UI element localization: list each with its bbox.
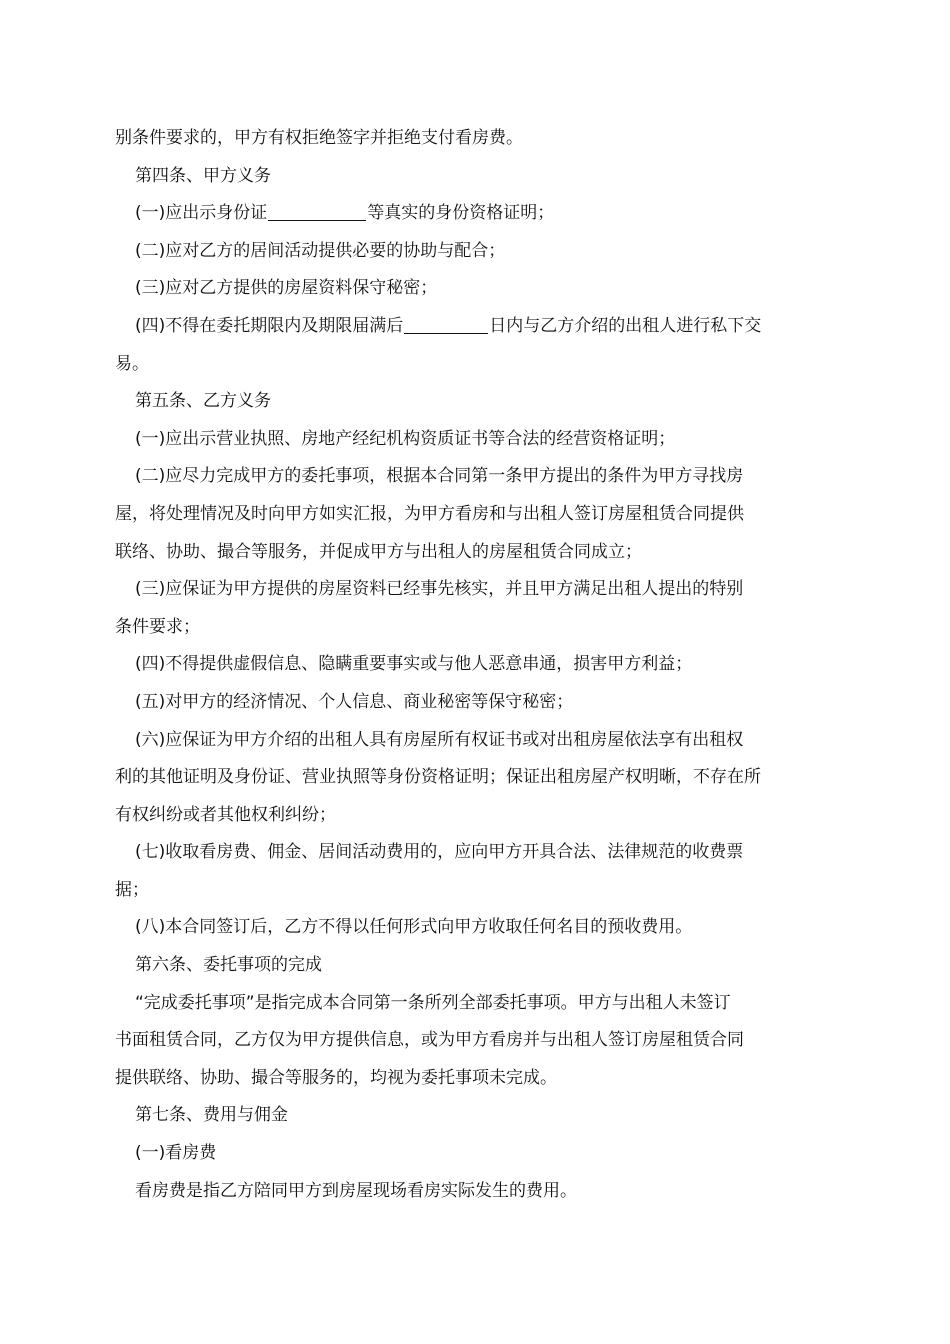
fill-in-blank (268, 200, 366, 221)
paragraph-line: 易。 (115, 353, 149, 374)
document-page (115, 120, 840, 1210)
paragraph-line: 书面租赁合同，乙方仅为甲方提供信息，或为甲方看房并与出租人签订房屋租赁合同 (115, 1030, 744, 1051)
paragraph-line: 看房费是指乙方陪同甲方到房屋现场看房实际发生的费用。 (135, 1180, 577, 1201)
paragraph-line: (二)应尽力完成甲方的委托事项，根据本合同第一条甲方提出的条件为甲方寻找房 (135, 466, 744, 487)
line-text: 等真实的身份资格证明； (367, 203, 555, 224)
fill-in-blank (404, 313, 488, 334)
paragraph-line: (一)应出示营业执照、房地产经纪机构资质证书等合法的经营资格证明； (135, 428, 676, 449)
paragraph-line: (二)应对乙方的居间活动提供必要的协助与配合； (135, 240, 506, 261)
paragraph-line: 提供联络、协助、撮合等服务的，均视为委托事项未完成。 (115, 1067, 557, 1088)
paragraph-line: (三)应对乙方提供的房屋资料保守秘密； (135, 278, 438, 299)
section-heading: 第六条、委托事项的完成 (135, 955, 322, 976)
paragraph-line: (一)看房费 (135, 1143, 217, 1164)
paragraph-line: 有权纠纷或者其他权利纠纷； (115, 804, 336, 825)
section-heading: 第七条、费用与佣金 (135, 1105, 288, 1126)
paragraph-line: 联络、协助、撮合等服务，并促成甲方与出租人的房屋租赁合同成立； (115, 541, 642, 562)
paragraph-line: 据； (115, 879, 149, 900)
paragraph-line: (五)对甲方的经济情况、个人信息、商业秘密等保守秘密； (135, 691, 574, 712)
paragraph-line: 别条件要求的，甲方有权拒绝签字并拒绝支付看房费。 (115, 128, 523, 148)
paragraph-line: 条件要求； (115, 616, 200, 637)
paragraph-line: “完成委托事项”是指完成本合同第一条所列全部委托事项。甲方与出租人未签订 (135, 992, 731, 1013)
paragraph-line: 利的其他证明及身份证、营业执照等身份资格证明；保证出租房屋产权明晰，不存在所 (115, 767, 761, 788)
paragraph-line (115, 195, 840, 233)
paragraph-line: 屋，将处理情况及时向甲方如实汇报，为甲方看房和与出租人签订房屋租赁合同提供 (115, 503, 744, 524)
section-heading: 第四条、甲方义务 (135, 165, 271, 186)
paragraph-line: (三)应保证为甲方提供的房屋资料已经事先核实，并且甲方满足出租人提出的特别 (135, 579, 744, 600)
line-text: 日内与乙方介绍的出租人进行私下交 (489, 315, 762, 336)
section-heading: 第五条、乙方义务 (135, 391, 271, 412)
paragraph-line: (七)收取看房费、佣金、居间活动费用的，应向甲方开具合法、法律规范的收费票 (135, 842, 744, 863)
paragraph-line: (八)本合同签订后，乙方不得以任何形式向甲方收取任何名目的预收费用。 (135, 917, 693, 938)
line-text: (四)不得在委托期限内及期限届满后 (135, 315, 404, 336)
paragraph-line (115, 308, 840, 346)
line-text: (一)应出示身份证 (135, 203, 268, 224)
paragraph-line: (六)应保证为甲方介绍的出租人具有房屋所有权证书或对出租房屋依法享有出租权 (135, 729, 744, 750)
paragraph-line: (四)不得提供虚假信息、隐瞒重要事实或与他人恶意串通，损害甲方利益； (135, 654, 693, 675)
